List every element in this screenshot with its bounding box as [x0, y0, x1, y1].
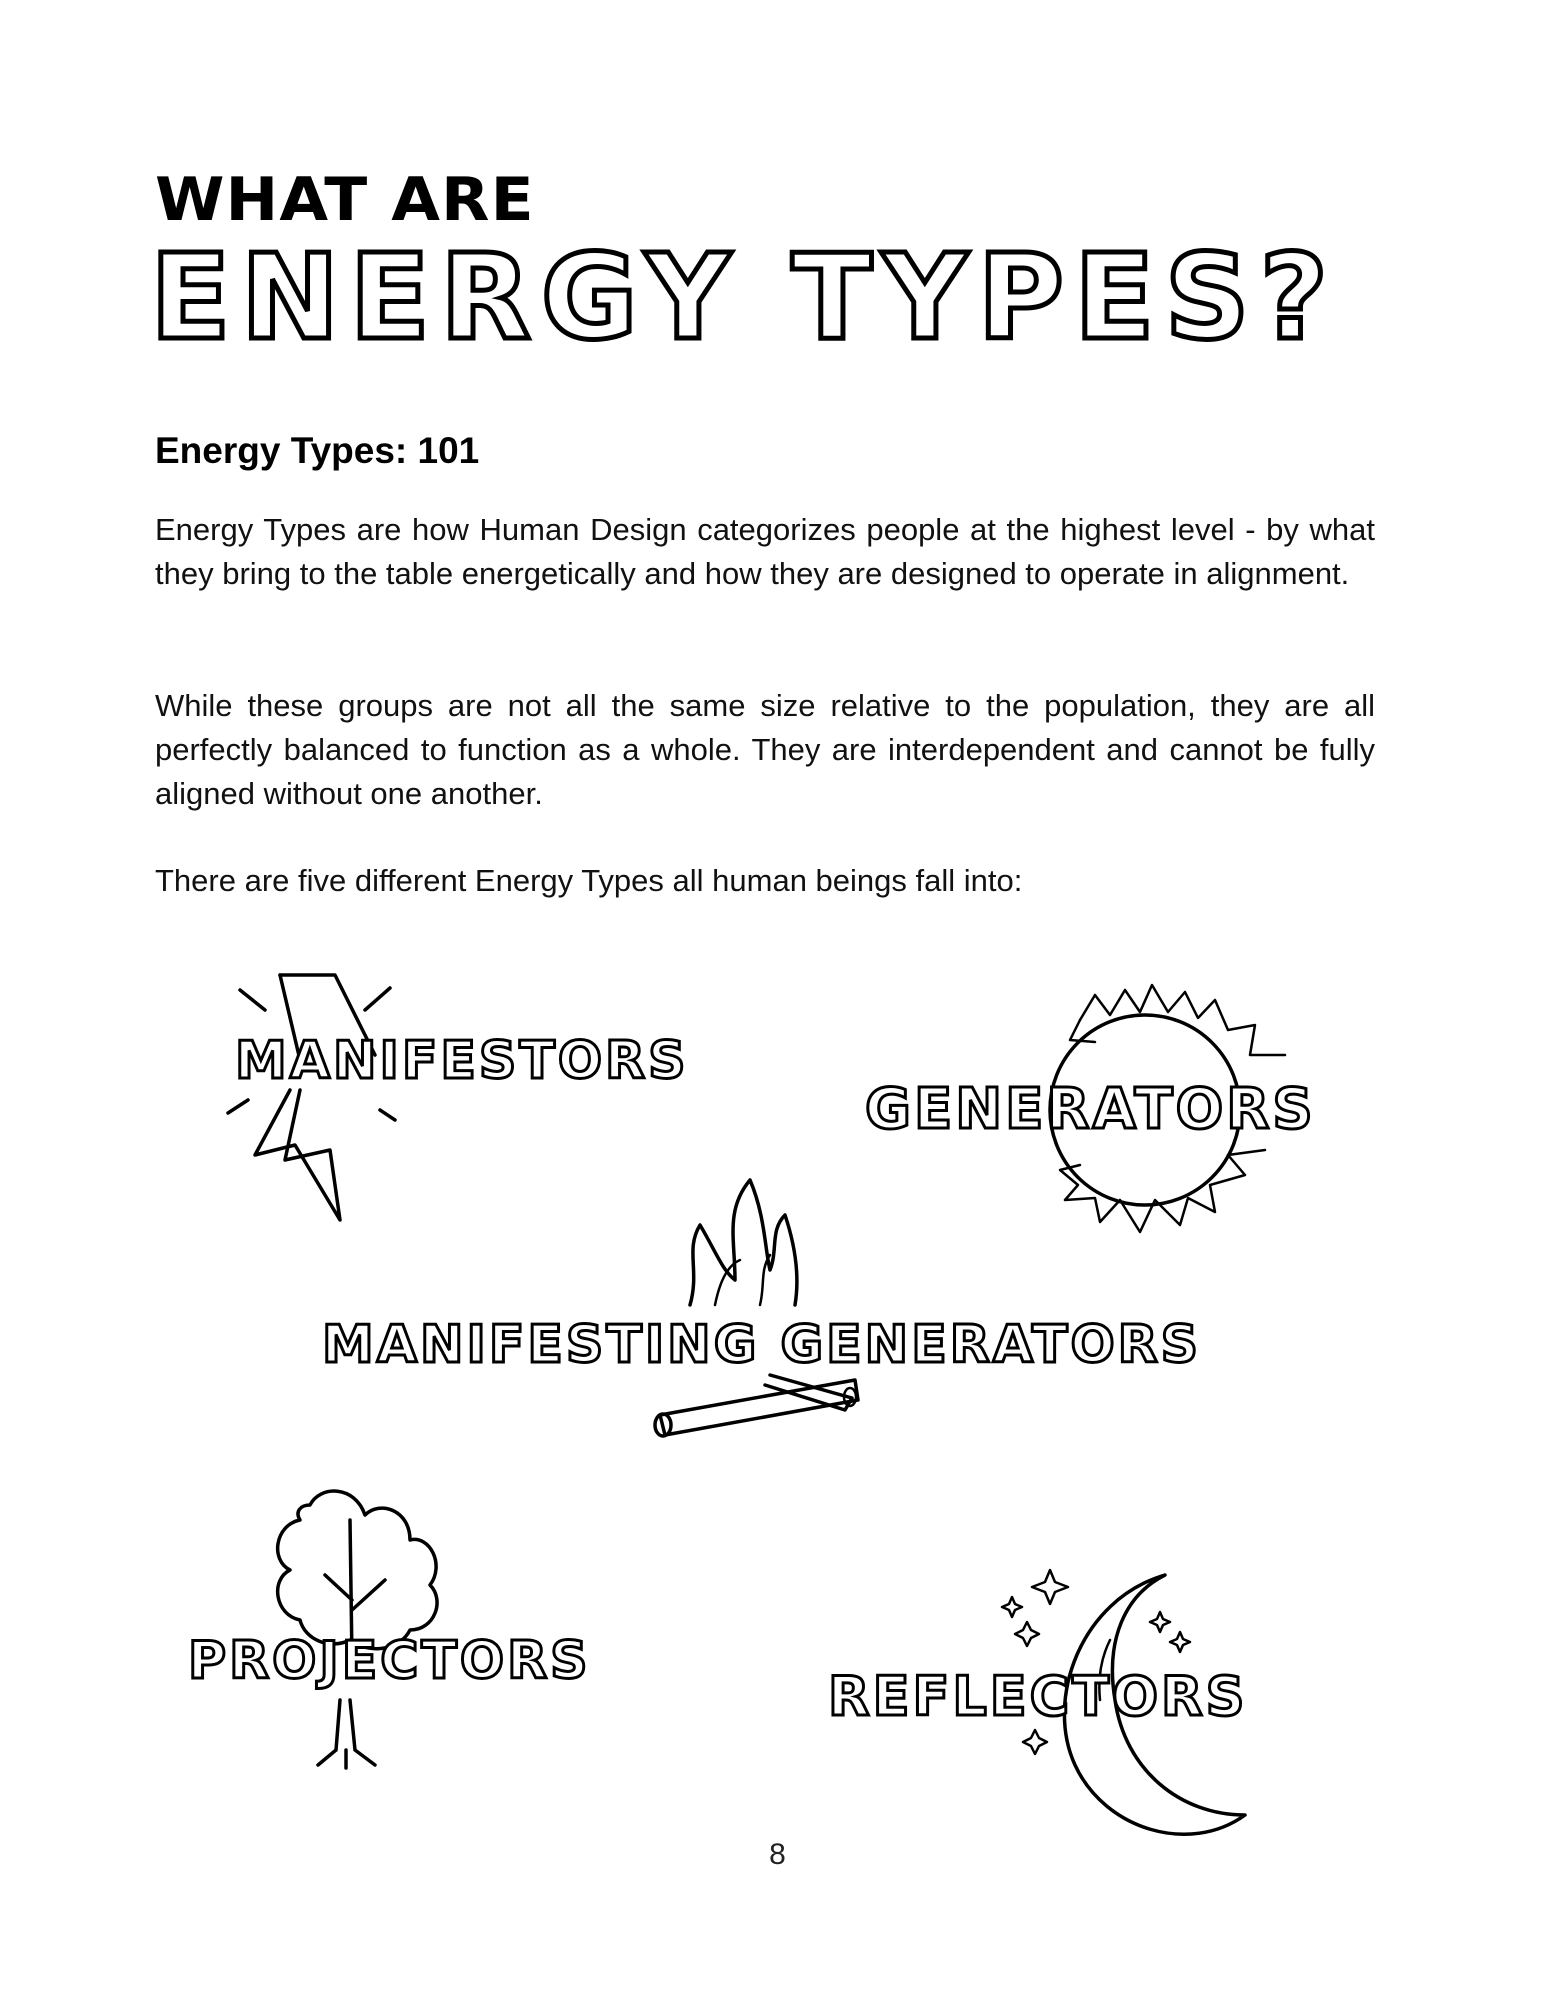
paragraph-intro: Energy Types are how Human Design categorizes people at the highest level - by what they bring to the table energetically and how they are designed to operate in alignment. [155, 512, 1375, 591]
page-number: 8 [769, 1838, 786, 1871]
type-label-projectors: PROJECTORS [188, 1631, 591, 1691]
tree-icon [278, 1491, 437, 1768]
type-label-reflectors: REFLECTORS [828, 1665, 1248, 1728]
sun-icon [1050, 985, 1285, 1232]
lightning-bolt-icon [228, 975, 395, 1220]
moon-stars-icon [1002, 1570, 1245, 1834]
campfire-icon [655, 1180, 858, 1436]
section-heading: Energy Types: 101 [155, 430, 480, 471]
paragraph-balance: While these groups are not all the same size relative to the population, they are all perfectly balanced to function as a whole. They are interdependent and cannot be fully aligned without one another. [155, 688, 1375, 811]
type-label-manifesting-generators: MANIFESTING GENERATORS [322, 1315, 1202, 1375]
type-label-manifestors: MANIFESTORS [235, 1031, 689, 1091]
title-headline: ENERGY TYPES? [150, 228, 1339, 366]
title-kicker: WHAT ARE [155, 165, 535, 235]
type-label-generators: GENERATORS [865, 1077, 1316, 1142]
paragraph-five-types: There are five different Energy Types all human beings fall into: [155, 863, 1023, 898]
